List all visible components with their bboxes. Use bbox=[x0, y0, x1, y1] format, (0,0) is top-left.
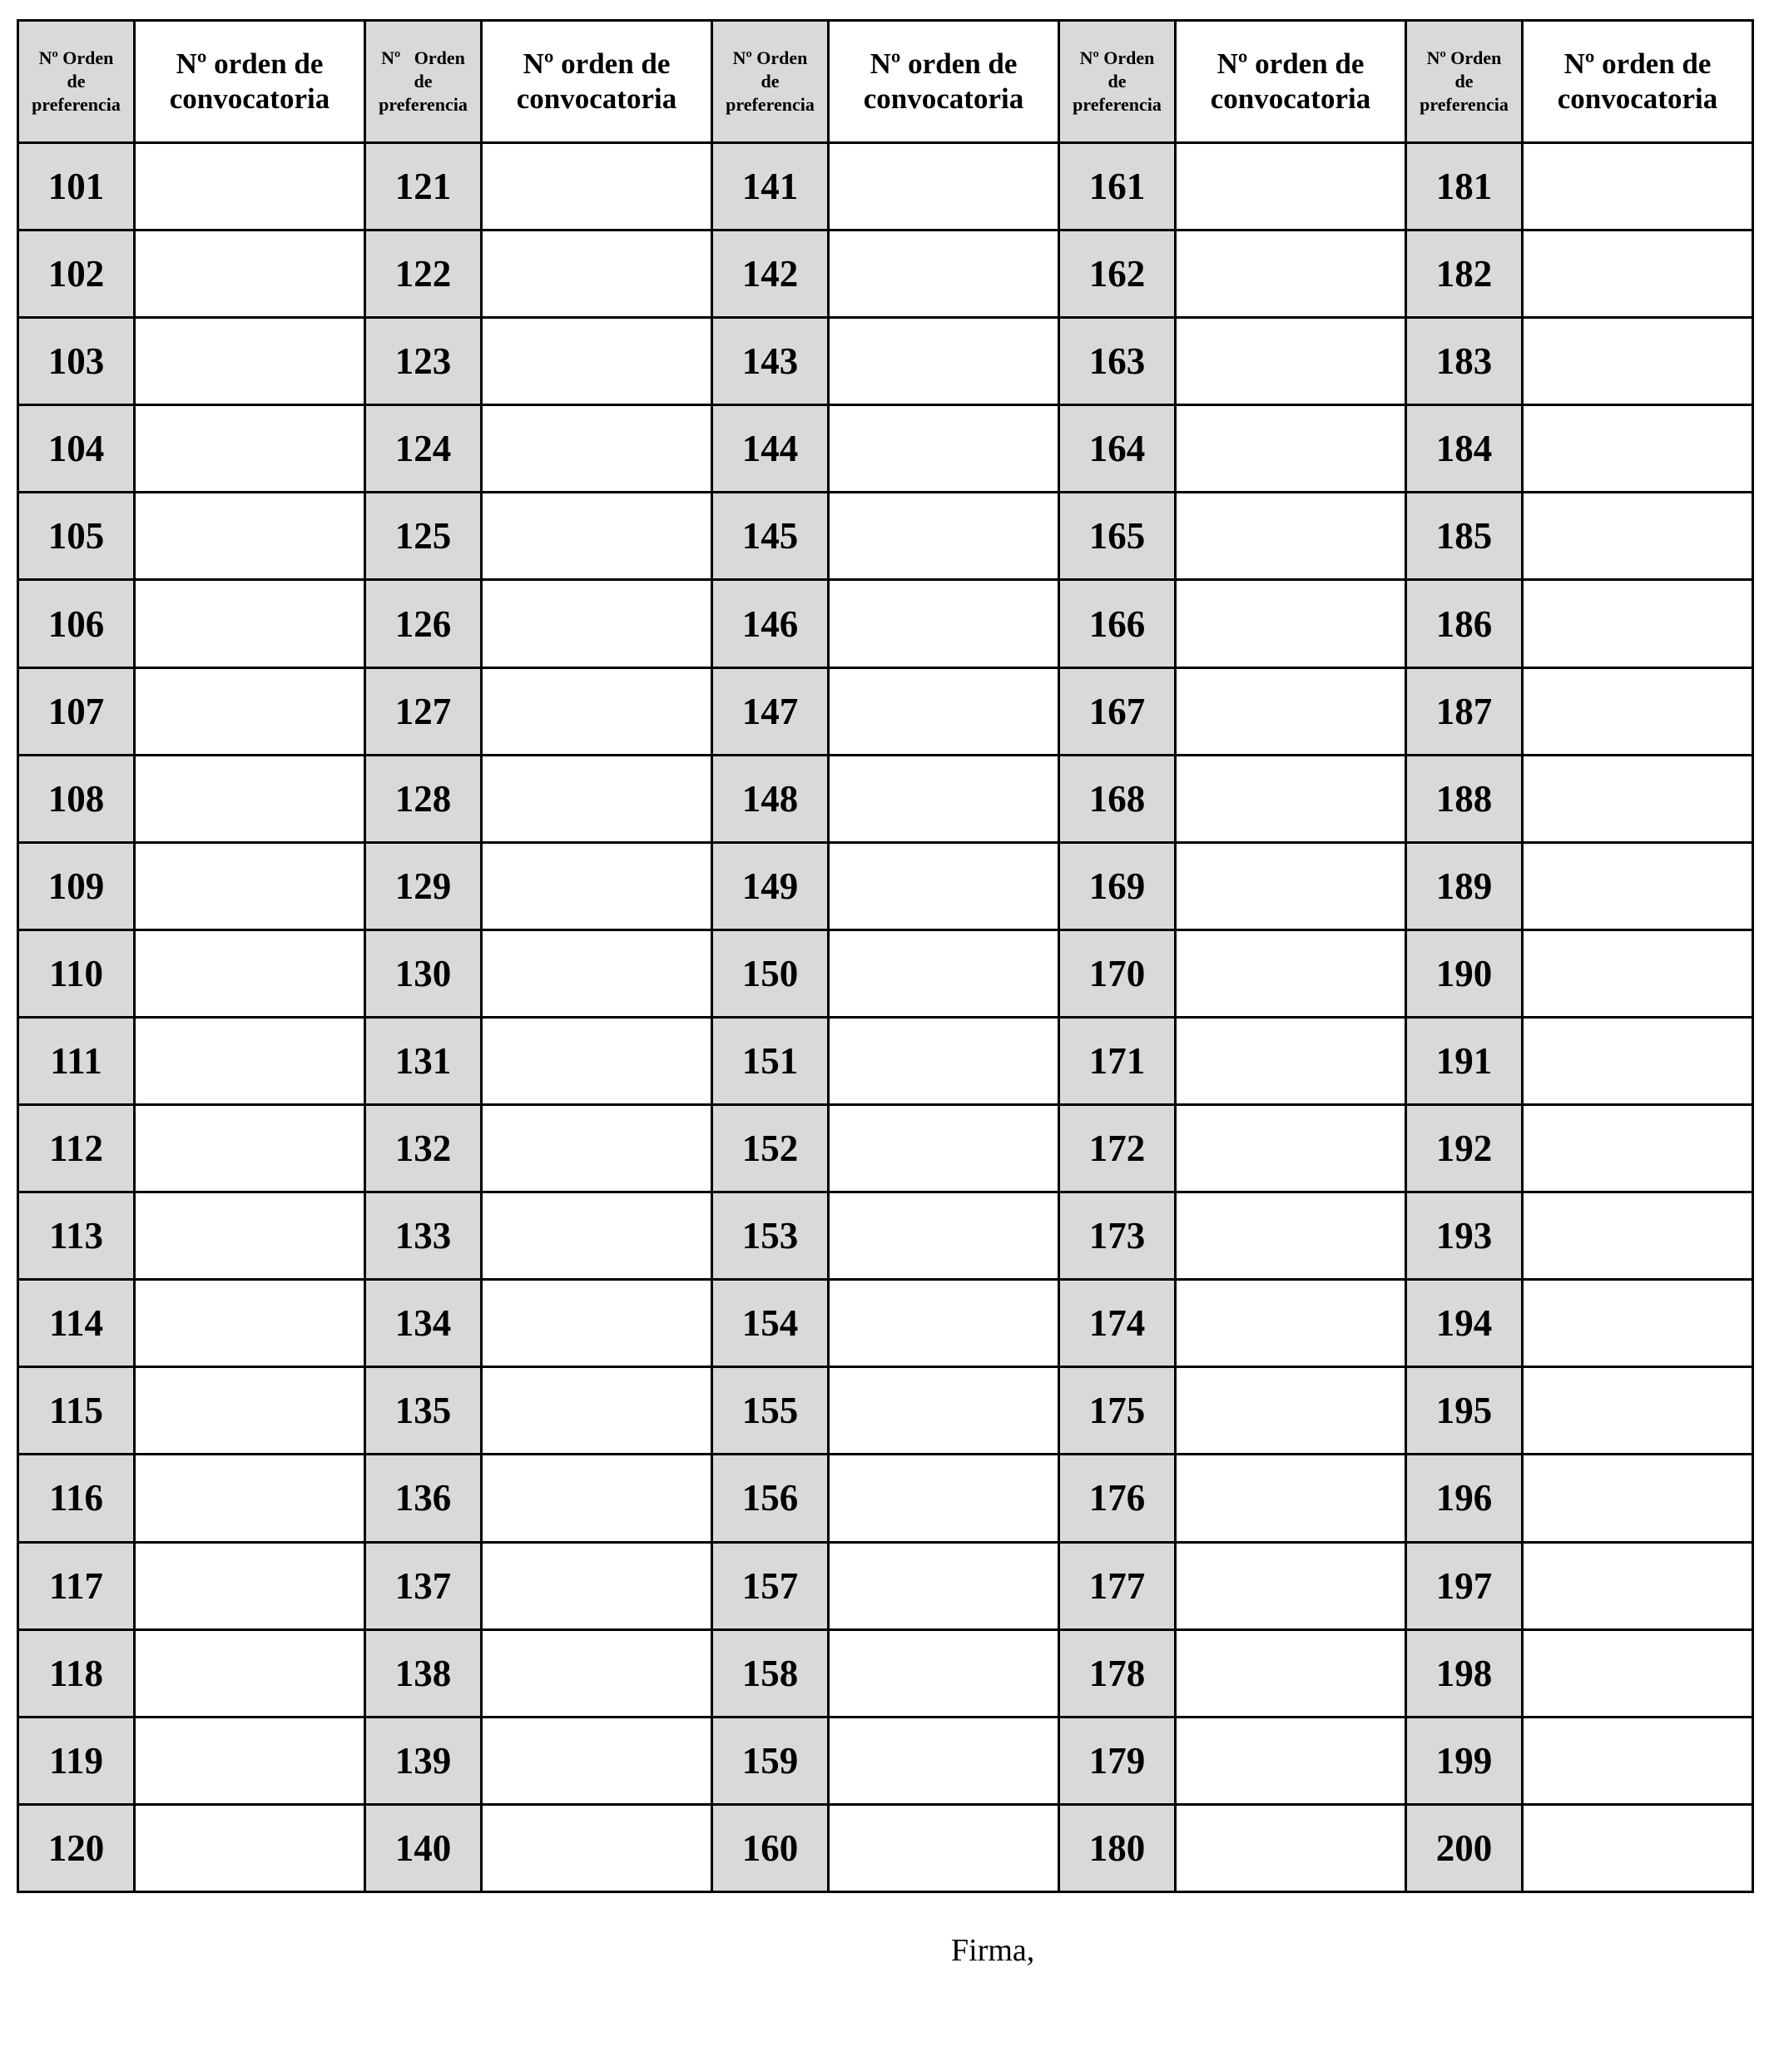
convocatoria-entry-cell[interactable] bbox=[1523, 1192, 1753, 1280]
preference-number: 190 bbox=[1406, 929, 1523, 1017]
convocatoria-entry-cell[interactable] bbox=[482, 1717, 712, 1804]
preference-number: 150 bbox=[712, 929, 829, 1017]
convocatoria-entry-cell[interactable] bbox=[482, 1017, 712, 1104]
preference-number: 120 bbox=[18, 1804, 135, 1891]
header-line: convocatoria bbox=[516, 82, 677, 115]
header-line: convocatoria bbox=[1557, 82, 1718, 115]
preference-number: 133 bbox=[365, 1192, 482, 1280]
convocatoria-entry-cell[interactable] bbox=[1523, 580, 1753, 667]
header-row bbox=[18, 21, 1753, 143]
convocatoria-entry-cell[interactable] bbox=[1523, 842, 1753, 929]
preference-number: 178 bbox=[1059, 1629, 1176, 1717]
preference-number: 108 bbox=[18, 755, 135, 842]
preference-number: 145 bbox=[712, 493, 829, 580]
table-row bbox=[18, 755, 1753, 842]
preference-number: 171 bbox=[1059, 1017, 1176, 1104]
convocatoria-entry-cell[interactable] bbox=[482, 667, 712, 755]
convocatoria-entry-cell[interactable] bbox=[135, 1804, 365, 1891]
header-line: Nº orden de bbox=[1563, 47, 1712, 80]
convocatoria-entry-cell[interactable] bbox=[829, 1105, 1059, 1192]
convocatoria-entry-cell[interactable] bbox=[482, 1367, 712, 1455]
table-row bbox=[18, 667, 1753, 755]
convocatoria-entry-cell[interactable] bbox=[482, 1105, 712, 1192]
preference-number: 116 bbox=[18, 1455, 135, 1542]
header-orden-preferencia bbox=[1406, 21, 1523, 143]
header-orden-convocatoria bbox=[482, 21, 712, 143]
preference-number: 168 bbox=[1059, 755, 1176, 842]
preference-number: 197 bbox=[1406, 1542, 1523, 1629]
preference-number: 141 bbox=[712, 143, 829, 230]
preference-number: 143 bbox=[712, 318, 829, 405]
preference-number: 113 bbox=[18, 1192, 135, 1280]
preference-number: 147 bbox=[712, 667, 829, 755]
convocatoria-entry-cell[interactable] bbox=[829, 755, 1059, 842]
header-line: preferencia bbox=[726, 94, 815, 115]
convocatoria-entry-cell[interactable] bbox=[829, 1192, 1059, 1280]
convocatoria-entry-cell[interactable] bbox=[1176, 1017, 1406, 1104]
convocatoria-entry-cell[interactable] bbox=[135, 1629, 365, 1717]
preference-number: 184 bbox=[1406, 405, 1523, 493]
convocatoria-entry-cell[interactable] bbox=[482, 405, 712, 493]
convocatoria-entry-cell[interactable] bbox=[482, 1192, 712, 1280]
convocatoria-entry-cell[interactable] bbox=[829, 929, 1059, 1017]
preference-number: 109 bbox=[18, 842, 135, 929]
table-row bbox=[18, 1455, 1753, 1542]
preference-number: 169 bbox=[1059, 842, 1176, 929]
preference-number: 191 bbox=[1406, 1017, 1523, 1104]
header-orden-convocatoria bbox=[1523, 21, 1753, 143]
preference-number: 124 bbox=[365, 405, 482, 493]
header-orden-convocatoria bbox=[829, 21, 1059, 143]
preference-number: 115 bbox=[18, 1367, 135, 1455]
table-row bbox=[18, 1105, 1753, 1192]
preference-number: 106 bbox=[18, 580, 135, 667]
header-orden-preferencia bbox=[365, 21, 482, 143]
grid-body bbox=[18, 143, 1753, 1892]
preference-number: 130 bbox=[365, 929, 482, 1017]
table-row bbox=[18, 580, 1753, 667]
preference-number: 144 bbox=[712, 405, 829, 493]
convocatoria-entry-cell[interactable] bbox=[1523, 755, 1753, 842]
preference-number: 177 bbox=[1059, 1542, 1176, 1629]
table-row bbox=[18, 143, 1753, 230]
header-line: preferencia bbox=[1420, 94, 1509, 115]
preference-number: 104 bbox=[18, 405, 135, 493]
preference-number: 136 bbox=[365, 1455, 482, 1542]
preference-number: 166 bbox=[1059, 580, 1176, 667]
convocatoria-entry-cell[interactable] bbox=[482, 1455, 712, 1542]
table-row bbox=[18, 842, 1753, 929]
convocatoria-entry-cell[interactable] bbox=[1176, 1192, 1406, 1280]
preference-number: 125 bbox=[365, 493, 482, 580]
convocatoria-entry-cell[interactable] bbox=[1176, 143, 1406, 230]
convocatoria-entry-cell[interactable] bbox=[135, 842, 365, 929]
convocatoria-entry-cell[interactable] bbox=[1523, 1804, 1753, 1891]
table-row bbox=[18, 405, 1753, 493]
convocatoria-entry-cell[interactable] bbox=[1176, 929, 1406, 1017]
header-orden-preferencia bbox=[1059, 21, 1176, 143]
header-line: de bbox=[1454, 71, 1474, 92]
preference-number: 164 bbox=[1059, 405, 1176, 493]
convocatoria-entry-cell[interactable] bbox=[135, 1717, 365, 1804]
preference-number: 157 bbox=[712, 1542, 829, 1629]
convocatoria-entry-cell[interactable] bbox=[829, 667, 1059, 755]
preference-form-table bbox=[17, 19, 1752, 1893]
preference-number: 132 bbox=[365, 1105, 482, 1192]
preference-number: 122 bbox=[365, 230, 482, 318]
convocatoria-entry-cell[interactable] bbox=[135, 1367, 365, 1455]
preference-number: 105 bbox=[18, 493, 135, 580]
preference-number: 188 bbox=[1406, 755, 1523, 842]
preference-number: 193 bbox=[1406, 1192, 1523, 1280]
header-line: de bbox=[414, 71, 433, 92]
preference-number: 186 bbox=[1406, 580, 1523, 667]
convocatoria-entry-cell[interactable] bbox=[1523, 1542, 1753, 1629]
preference-number: 196 bbox=[1406, 1455, 1523, 1542]
header-line: Nº Orden bbox=[38, 47, 114, 68]
convocatoria-entry-cell[interactable] bbox=[482, 493, 712, 580]
convocatoria-entry-cell[interactable] bbox=[1523, 929, 1753, 1017]
preference-number: 181 bbox=[1406, 143, 1523, 230]
preference-number: 137 bbox=[365, 1542, 482, 1629]
convocatoria-entry-cell[interactable] bbox=[1176, 667, 1406, 755]
convocatoria-entry-cell[interactable] bbox=[1523, 1280, 1753, 1367]
convocatoria-entry-cell[interactable] bbox=[829, 1280, 1059, 1367]
convocatoria-entry-cell[interactable] bbox=[482, 230, 712, 318]
convocatoria-entry-cell[interactable] bbox=[135, 667, 365, 755]
preference-number: 138 bbox=[365, 1629, 482, 1717]
preference-number: 172 bbox=[1059, 1105, 1176, 1192]
preference-number: 117 bbox=[18, 1542, 135, 1629]
convocatoria-entry-cell[interactable] bbox=[1176, 1105, 1406, 1192]
convocatoria-entry-cell[interactable] bbox=[1523, 1455, 1753, 1542]
convocatoria-entry-cell[interactable] bbox=[482, 580, 712, 667]
header-line: preferencia bbox=[379, 94, 468, 115]
preference-number: 165 bbox=[1059, 493, 1176, 580]
convocatoria-entry-cell[interactable] bbox=[829, 1017, 1059, 1104]
convocatoria-entry-cell[interactable] bbox=[135, 493, 365, 580]
convocatoria-entry-cell[interactable] bbox=[829, 1542, 1059, 1629]
preference-number: 198 bbox=[1406, 1629, 1523, 1717]
convocatoria-entry-cell[interactable] bbox=[829, 842, 1059, 929]
convocatoria-entry-cell[interactable] bbox=[1523, 493, 1753, 580]
header-line: de bbox=[761, 71, 780, 92]
convocatoria-entry-cell[interactable] bbox=[135, 318, 365, 405]
convocatoria-entry-cell[interactable] bbox=[829, 493, 1059, 580]
convocatoria-entry-cell[interactable] bbox=[1176, 1280, 1406, 1367]
header-line: convocatoria bbox=[169, 82, 330, 115]
preference-number: 161 bbox=[1059, 143, 1176, 230]
preference-number: 182 bbox=[1406, 230, 1523, 318]
preference-number: 160 bbox=[712, 1804, 829, 1891]
table-row bbox=[18, 1367, 1753, 1455]
preference-number: 123 bbox=[365, 318, 482, 405]
preference-number: 119 bbox=[18, 1717, 135, 1804]
convocatoria-entry-cell[interactable] bbox=[135, 1105, 365, 1192]
convocatoria-entry-cell[interactable] bbox=[1176, 580, 1406, 667]
convocatoria-entry-cell[interactable] bbox=[482, 318, 712, 405]
convocatoria-entry-cell[interactable] bbox=[1523, 1717, 1753, 1804]
header-line: Nº Orden bbox=[1426, 47, 1502, 68]
convocatoria-entry-cell[interactable] bbox=[1523, 405, 1753, 493]
preference-number: 140 bbox=[365, 1804, 482, 1891]
preference-number: 139 bbox=[365, 1717, 482, 1804]
preference-number: 189 bbox=[1406, 842, 1523, 929]
header-line: preferencia bbox=[32, 94, 121, 115]
preference-number: 131 bbox=[365, 1017, 482, 1104]
preference-number: 149 bbox=[712, 842, 829, 929]
preference-number: 110 bbox=[18, 929, 135, 1017]
header-line: Nº orden de bbox=[523, 47, 671, 80]
preference-number: 134 bbox=[365, 1280, 482, 1367]
header-line: Nº Orden bbox=[381, 47, 465, 68]
convocatoria-entry-cell[interactable] bbox=[482, 1280, 712, 1367]
preference-number: 162 bbox=[1059, 230, 1176, 318]
preference-number: 183 bbox=[1406, 318, 1523, 405]
convocatoria-entry-cell[interactable] bbox=[1176, 318, 1406, 405]
convocatoria-entry-cell[interactable] bbox=[135, 405, 365, 493]
header-line: convocatoria bbox=[863, 82, 1024, 115]
preference-number: 155 bbox=[712, 1367, 829, 1455]
signature-label: Firma, bbox=[951, 1933, 1035, 1968]
preference-number: 102 bbox=[18, 230, 135, 318]
preference-number: 159 bbox=[712, 1717, 829, 1804]
convocatoria-entry-cell[interactable] bbox=[135, 1192, 365, 1280]
preference-number: 156 bbox=[712, 1455, 829, 1542]
convocatoria-entry-cell[interactable] bbox=[1523, 1367, 1753, 1455]
table-row bbox=[18, 1017, 1753, 1104]
convocatoria-entry-cell[interactable] bbox=[829, 143, 1059, 230]
preference-number: 103 bbox=[18, 318, 135, 405]
convocatoria-entry-cell[interactable] bbox=[135, 1017, 365, 1104]
table-row bbox=[18, 230, 1753, 318]
table-row bbox=[18, 1192, 1753, 1280]
table-row bbox=[18, 1542, 1753, 1629]
convocatoria-entry-cell[interactable] bbox=[482, 1629, 712, 1717]
preference-number: 151 bbox=[712, 1017, 829, 1104]
header-line: Nº orden de bbox=[870, 47, 1018, 80]
preference-number: 111 bbox=[18, 1017, 135, 1104]
convocatoria-entry-cell[interactable] bbox=[482, 143, 712, 230]
convocatoria-entry-cell[interactable] bbox=[482, 1542, 712, 1629]
convocatoria-entry-cell[interactable] bbox=[482, 842, 712, 929]
preference-number: 173 bbox=[1059, 1192, 1176, 1280]
preference-number: 135 bbox=[365, 1367, 482, 1455]
convocatoria-entry-cell[interactable] bbox=[1523, 1629, 1753, 1717]
preference-number: 142 bbox=[712, 230, 829, 318]
convocatoria-entry-cell[interactable] bbox=[829, 1804, 1059, 1891]
preference-number: 127 bbox=[365, 667, 482, 755]
preference-number: 163 bbox=[1059, 318, 1176, 405]
preference-number: 152 bbox=[712, 1105, 829, 1192]
convocatoria-entry-cell[interactable] bbox=[1523, 143, 1753, 230]
preference-number: 174 bbox=[1059, 1280, 1176, 1367]
convocatoria-entry-cell[interactable] bbox=[1176, 493, 1406, 580]
preference-number: 112 bbox=[18, 1105, 135, 1192]
convocatoria-entry-cell[interactable] bbox=[829, 1629, 1059, 1717]
preference-number: 195 bbox=[1406, 1367, 1523, 1455]
convocatoria-entry-cell[interactable] bbox=[1523, 230, 1753, 318]
convocatoria-entry-cell[interactable] bbox=[135, 1280, 365, 1367]
preference-number: 107 bbox=[18, 667, 135, 755]
convocatoria-entry-cell[interactable] bbox=[135, 929, 365, 1017]
convocatoria-entry-cell[interactable] bbox=[482, 929, 712, 1017]
table-row bbox=[18, 318, 1753, 405]
preference-number: 176 bbox=[1059, 1455, 1176, 1542]
header-line: preferencia bbox=[1073, 94, 1162, 115]
header-line: de bbox=[1107, 71, 1127, 92]
preference-number: 175 bbox=[1059, 1367, 1176, 1455]
preference-number: 126 bbox=[365, 580, 482, 667]
table-row bbox=[18, 1804, 1753, 1891]
convocatoria-entry-cell[interactable] bbox=[829, 230, 1059, 318]
preference-number: 170 bbox=[1059, 929, 1176, 1017]
convocatoria-entry-cell[interactable] bbox=[1176, 755, 1406, 842]
convocatoria-entry-cell[interactable] bbox=[829, 318, 1059, 405]
preference-number: 158 bbox=[712, 1629, 829, 1717]
convocatoria-entry-cell[interactable] bbox=[1176, 842, 1406, 929]
preference-grid bbox=[17, 19, 1754, 1893]
preference-number: 121 bbox=[365, 143, 482, 230]
convocatoria-entry-cell[interactable] bbox=[135, 1542, 365, 1629]
header-orden-preferencia bbox=[712, 21, 829, 143]
preference-number: 154 bbox=[712, 1280, 829, 1367]
convocatoria-entry-cell[interactable] bbox=[1176, 1804, 1406, 1891]
convocatoria-entry-cell[interactable] bbox=[135, 230, 365, 318]
preference-number: 153 bbox=[712, 1192, 829, 1280]
preference-number: 199 bbox=[1406, 1717, 1523, 1804]
header-line: de bbox=[67, 71, 86, 92]
convocatoria-entry-cell[interactable] bbox=[1523, 1017, 1753, 1104]
preference-number: 179 bbox=[1059, 1717, 1176, 1804]
preference-number: 194 bbox=[1406, 1280, 1523, 1367]
convocatoria-entry-cell[interactable] bbox=[135, 143, 365, 230]
header-orden-convocatoria bbox=[1176, 21, 1406, 143]
header-line: convocatoria bbox=[1210, 82, 1371, 115]
convocatoria-entry-cell[interactable] bbox=[1176, 1717, 1406, 1804]
preference-number: 101 bbox=[18, 143, 135, 230]
table-row bbox=[18, 493, 1753, 580]
convocatoria-entry-cell[interactable] bbox=[1523, 1105, 1753, 1192]
table-row bbox=[18, 1717, 1753, 1804]
convocatoria-entry-cell[interactable] bbox=[1176, 230, 1406, 318]
table-row bbox=[18, 1629, 1753, 1717]
convocatoria-entry-cell[interactable] bbox=[829, 405, 1059, 493]
preference-number: 185 bbox=[1406, 493, 1523, 580]
convocatoria-entry-cell[interactable] bbox=[482, 755, 712, 842]
table-row bbox=[18, 1280, 1753, 1367]
convocatoria-entry-cell[interactable] bbox=[829, 1717, 1059, 1804]
preference-number: 200 bbox=[1406, 1804, 1523, 1891]
header-orden-convocatoria bbox=[135, 21, 365, 143]
header-orden-preferencia bbox=[18, 21, 135, 143]
preference-number: 180 bbox=[1059, 1804, 1176, 1891]
table-row bbox=[18, 929, 1753, 1017]
convocatoria-entry-cell[interactable] bbox=[1523, 667, 1753, 755]
preference-number: 167 bbox=[1059, 667, 1176, 755]
preference-number: 148 bbox=[712, 755, 829, 842]
header-line: Nº Orden bbox=[732, 47, 808, 68]
header-line: Nº Orden bbox=[1079, 47, 1155, 68]
preference-number: 118 bbox=[18, 1629, 135, 1717]
convocatoria-entry-cell[interactable] bbox=[482, 1804, 712, 1891]
convocatoria-entry-cell[interactable] bbox=[135, 755, 365, 842]
convocatoria-entry-cell[interactable] bbox=[829, 580, 1059, 667]
preference-number: 187 bbox=[1406, 667, 1523, 755]
convocatoria-entry-cell[interactable] bbox=[829, 1455, 1059, 1542]
preference-number: 129 bbox=[365, 842, 482, 929]
convocatoria-entry-cell[interactable] bbox=[1523, 318, 1753, 405]
preference-number: 146 bbox=[712, 580, 829, 667]
convocatoria-entry-cell[interactable] bbox=[1176, 1455, 1406, 1542]
header-line: Nº orden de bbox=[1216, 47, 1365, 80]
convocatoria-entry-cell[interactable] bbox=[1176, 1542, 1406, 1629]
preference-number: 128 bbox=[365, 755, 482, 842]
preference-number: 114 bbox=[18, 1280, 135, 1367]
convocatoria-entry-cell[interactable] bbox=[135, 580, 365, 667]
preference-number: 192 bbox=[1406, 1105, 1523, 1192]
convocatoria-entry-cell[interactable] bbox=[135, 1455, 365, 1542]
header-line: Nº orden de bbox=[176, 47, 324, 80]
convocatoria-entry-cell[interactable] bbox=[829, 1367, 1059, 1455]
convocatoria-entry-cell[interactable] bbox=[1176, 405, 1406, 493]
convocatoria-entry-cell[interactable] bbox=[1176, 1367, 1406, 1455]
convocatoria-entry-cell[interactable] bbox=[1176, 1629, 1406, 1717]
